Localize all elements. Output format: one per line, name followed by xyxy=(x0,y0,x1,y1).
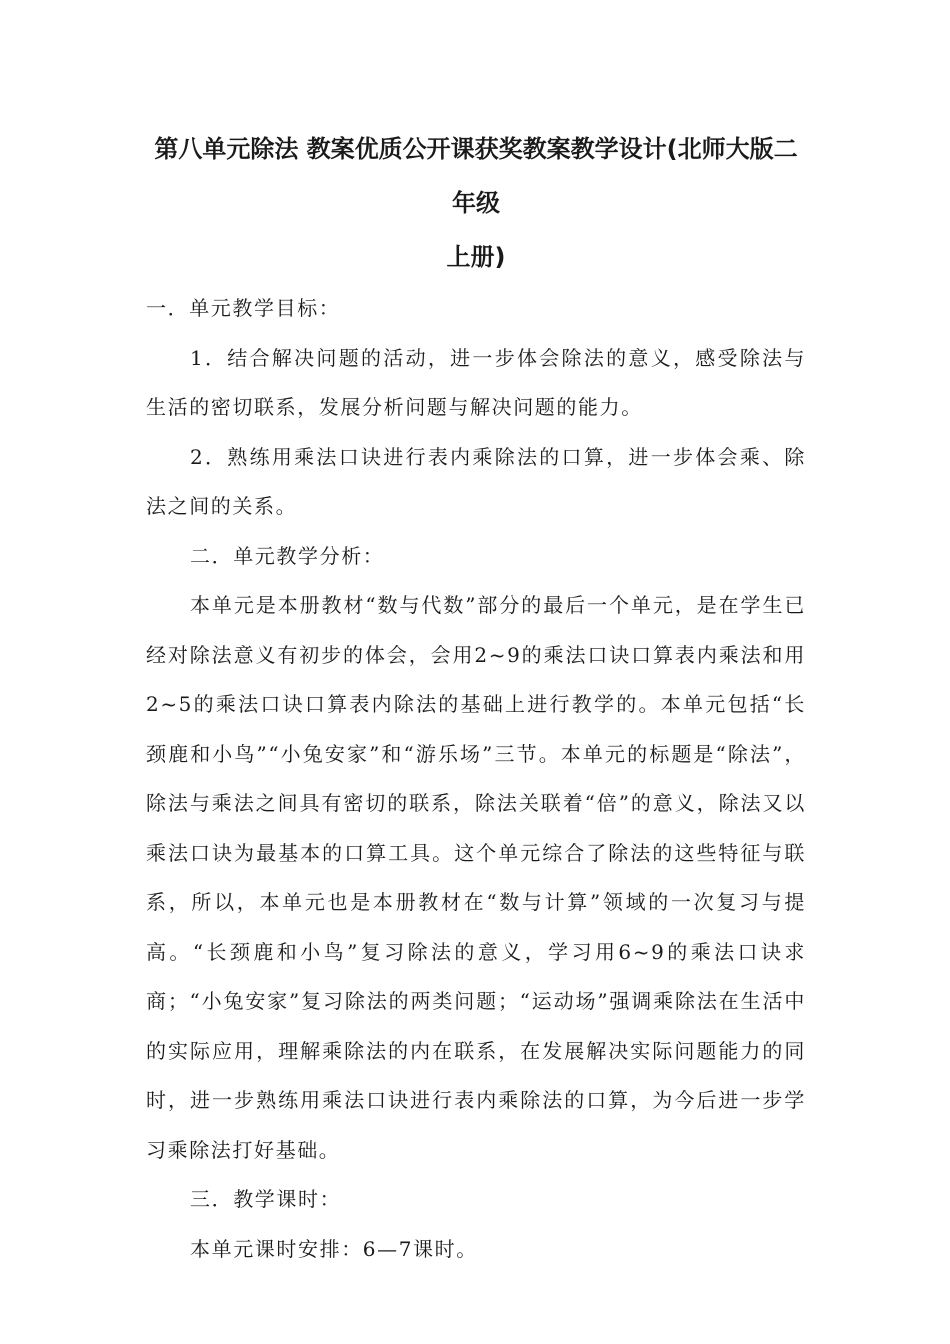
section-1-item-1: 1．结合解决问题的活动，进一步体会除法的意义，感受除法与生活的密切联系，发展分析问题与解决问题的能力。 xyxy=(146,345,806,419)
title-line-1: 第八单元除法 教案优质公开课获奖教案教学设计(北师大版二年级 xyxy=(154,135,798,217)
section-2-paragraph: 本单元是本册教材“数与代数”部分的最后一个单元，是在学生已经对除法意义有初步的体会，会用2~9的乘法口诀口算表内乘法和用2~5的乘法口诀口算表内除法的基础上进行教学的。本单元包括“长颈鹿和小鸟”“小兔安家”和“游乐场”三节。本单元的标题是“除法”，除法与乘法之间具有密切的联系，除法关联着“倍”的意义，除法又以乘法口诀为最基本的口算工具。这个单元综合了除法的这些特征与联系，所以，本单元也是本册教材在“数与计算”领域的一次复习与提高。“长颈鹿和小鸟”复习除法的意义，学习用6~9的乘法口诀求商；“小兔安家”复习除法的两类问题；“运动场”强调乘除法在生活中的实际应用，理解乘除法的内在联系，在发展解决实际问题能力的同时，进一步熟练用乘法口诀进行表内乘除法的口算，为今后进一步学习乘除法打好基础。 xyxy=(146,593,806,1162)
section-1-heading: 一．单元教学目标： xyxy=(146,296,341,320)
section-3-heading: 三．教学课时： xyxy=(190,1187,342,1211)
document-title xyxy=(146,122,806,284)
title-line-2: 上册) xyxy=(446,243,506,271)
section-2-heading: 二．单元教学分析： xyxy=(190,543,385,568)
section-1-item-2: 2．熟练用乘法口诀进行表内乘除法的口算，进一步体会乘、除法之间的关系。 xyxy=(146,444,806,518)
document-page xyxy=(146,122,806,1274)
section-3-text: 本单元课时安排：6—7课时。 xyxy=(190,1236,478,1261)
